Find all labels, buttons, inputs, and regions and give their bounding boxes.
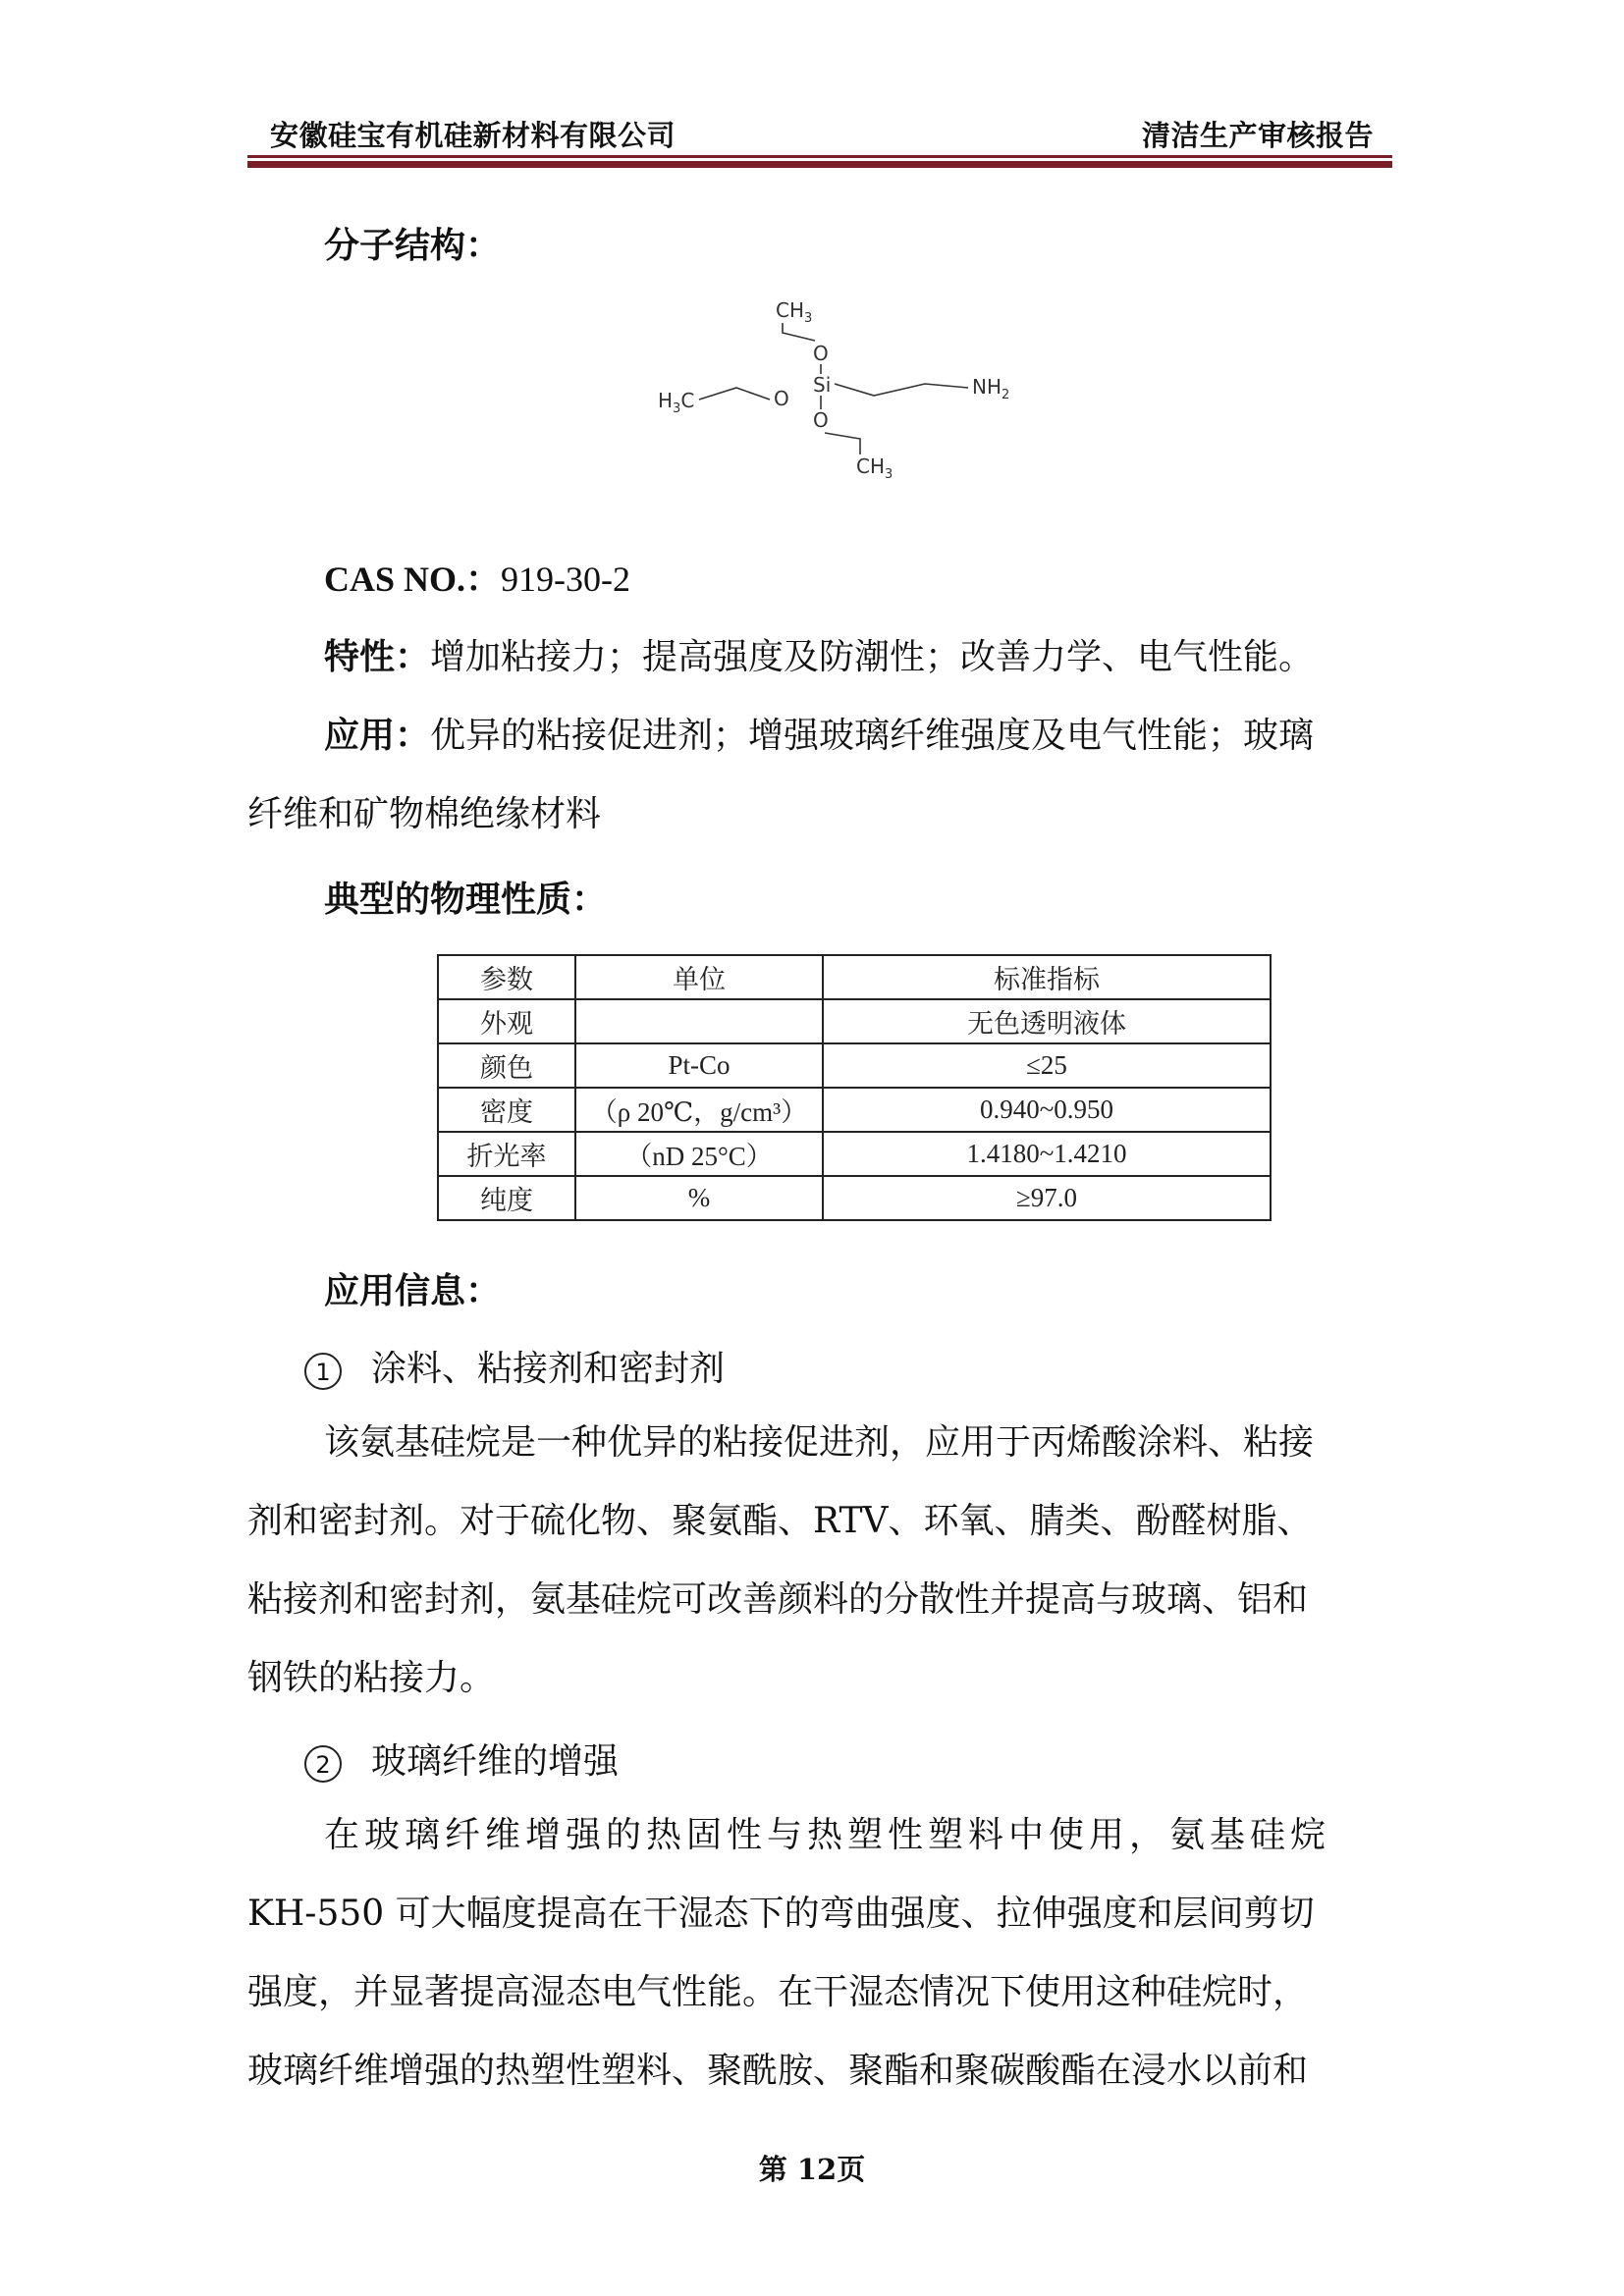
bonds xyxy=(699,323,968,454)
app-item-1-text-line: 粘接剂和密封剂，氨基硅烷可改善颜料的分散性并提高与玻璃、铝和 xyxy=(247,1579,1309,1620)
table-cell: 纯度 xyxy=(438,1176,575,1220)
table-cell: （nD 25°C） xyxy=(575,1132,823,1176)
table-cell: ≥97.0 xyxy=(823,1176,1271,1220)
table-header-cell: 单位 xyxy=(575,955,823,999)
cas-line xyxy=(324,540,1469,618)
properties-line xyxy=(324,618,1392,697)
app-item-1-text-line: 剂和密封剂。对于硫化物、聚氨酯、RTV、环氧、腈类、酚醛树脂、 xyxy=(247,1501,1313,1541)
app-item-1-text-line: 钢铁的粘接力。 xyxy=(247,1658,496,1698)
app-item-2-text-line: 在玻璃纤维增强的热固性与热塑性塑料中使用，氨基硅烷 xyxy=(324,1815,1331,1855)
properties-text: 增加粘接力；提高强度及防潮性；改善力学、电气性能。 xyxy=(430,637,1315,677)
item-number-badge: 1 xyxy=(304,1353,342,1390)
table-header-cell: 标准指标 xyxy=(823,955,1271,999)
table-cell: 0.940~0.950 xyxy=(823,1088,1271,1132)
table-row xyxy=(438,1176,1271,1220)
table-cell: 外观 xyxy=(438,999,575,1043)
table-cell: 颜色 xyxy=(438,1043,575,1088)
app-item-2 xyxy=(304,1734,619,1784)
table-cell: % xyxy=(575,1176,823,1220)
o-left-label: O xyxy=(774,387,789,410)
o-bottom-label: O xyxy=(813,408,829,432)
table-cell: ≤25 xyxy=(823,1043,1271,1088)
table-cell xyxy=(575,999,823,1043)
app-info-heading: 应用信息： xyxy=(324,1271,502,1311)
header-company: 安徽硅宝有机硅新材料有限公司 xyxy=(270,119,677,152)
si-label: Si xyxy=(813,373,832,397)
page-number: 第 12页 xyxy=(758,2153,866,2186)
physical-heading: 典型的物理性质： xyxy=(324,880,608,920)
table-header-row xyxy=(438,955,1271,999)
table-row xyxy=(438,999,1271,1043)
app-item-1-title: 涂料、粘接剂和密封剂 xyxy=(371,1349,726,1389)
applications-text-2: 纤维和矿物棉绝缘材料 xyxy=(247,794,602,834)
footer-rule xyxy=(247,2130,1392,2133)
app-item-2-text-line: KH-550 可大幅度提高在干湿态下的弯曲强度、拉伸强度和层间剪切 xyxy=(247,1894,1315,1934)
table-row xyxy=(438,1043,1271,1088)
table-cell: 折光率 xyxy=(438,1132,575,1176)
app-item-2-text-line: 玻璃纤维增强的热塑性塑料、聚酰胺、聚酯和聚碳酸酯在浸水以前和 xyxy=(247,2051,1309,2091)
properties-label: 特性： xyxy=(324,637,431,677)
applications-label: 应用： xyxy=(324,716,431,756)
table-cell: （ρ 20℃，g/cm³） xyxy=(575,1088,823,1132)
physical-properties-table xyxy=(437,954,1272,1221)
header-rule xyxy=(247,155,1392,168)
table-cell: 密度 xyxy=(438,1088,575,1132)
app-item-1-text-line: 该氨基硅烷是一种优异的粘接促进剂，应用于丙烯酸涂料、粘接 xyxy=(324,1422,1315,1463)
ch3-bottom-label: $CH_3$ xyxy=(856,454,893,482)
app-item-2-title: 玻璃纤维的增强 xyxy=(371,1741,620,1782)
structure-heading: 分子结构： xyxy=(324,226,502,266)
table-cell: 1.4180~1.4210 xyxy=(823,1132,1271,1176)
table-row xyxy=(438,1132,1271,1176)
table-cell: 无色透明液体 xyxy=(823,999,1271,1043)
cas-label: CAS NO.： xyxy=(324,560,502,599)
table-row xyxy=(438,1088,1271,1132)
applications-line1 xyxy=(324,697,1392,775)
ch3-top-label: $CH_3$ xyxy=(776,298,813,326)
applications-text-1: 优异的粘接促进剂；增强玻璃纤维强度及电气性能；玻璃 xyxy=(430,716,1315,756)
table-header-cell: 参数 xyxy=(438,955,575,999)
app-item-1 xyxy=(304,1341,725,1391)
item-number-badge: 2 xyxy=(304,1745,342,1783)
o-top-label: O xyxy=(813,342,829,365)
molecule-diagram xyxy=(638,290,1051,486)
nh2-label: $NH_2$ xyxy=(972,375,1010,402)
table-cell: Pt-Co xyxy=(575,1043,823,1088)
cas-value: 919-30-2 xyxy=(501,560,631,599)
app-item-2-text-line: 强度，并显著提高湿态电气性能。在干湿态情况下使用这种硅烷时， xyxy=(247,1972,1309,2012)
header-report-title: 清洁生产审核报告 xyxy=(1141,119,1374,152)
h3c-label: $H_3C$ xyxy=(658,389,695,416)
